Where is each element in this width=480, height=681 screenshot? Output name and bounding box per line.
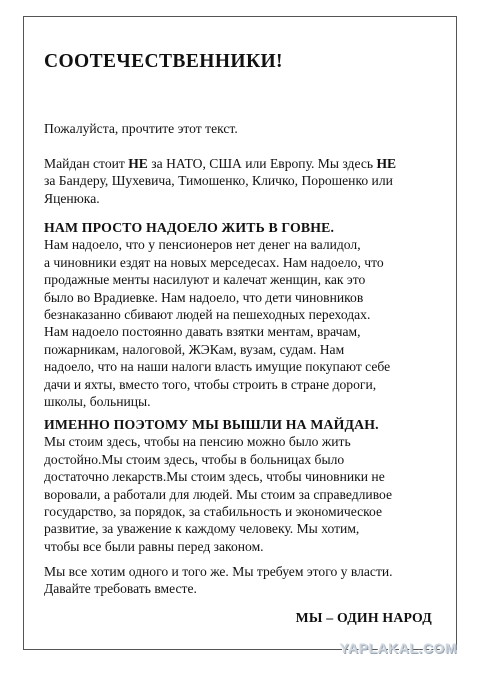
maidan-stands-line-2: за Бандеру, Шухевича, Тимошенко, Кличко, Порошенко или (44, 173, 393, 189)
fed-up-line: а чиновники ездят на новых мерседесах. Нам надоело, что (44, 254, 384, 270)
maidan-stands-paragraph (44, 155, 396, 207)
maidan-stands-line-3: Яценюка. (44, 190, 100, 206)
fed-up-paragraph (44, 219, 390, 410)
please-read-text: Пожалуйста, прочтите этот текст. (44, 121, 238, 136)
why-maidan-line: достаточно лекарств.Мы стоим здесь, чтобы чиновники не (44, 469, 385, 485)
fed-up-line: школы, больницы. (44, 394, 151, 410)
not-emphasis-2: НЕ (376, 156, 397, 171)
maidan-stands-text-a: Майдан стоит (44, 156, 129, 171)
why-maidan-line: развитие, за уважение к каждому человеку. Мы хотим, (44, 521, 360, 537)
why-maidan-line: достойно.Мы стоим здесь, чтобы в больницах было (44, 451, 345, 467)
fed-up-line: было во Врадиевке. Нам надоело, что дети чиновников (44, 289, 364, 305)
maidan-stands-text-b: за НАТО, США или Европу. Мы здесь (147, 156, 377, 171)
fed-up-line: надоело, что на наши налоги власть имущие покупают себе (44, 359, 391, 375)
why-maidan-line: чтобы все были равны перед законом. (44, 538, 264, 554)
fed-up-line: безнаказанно сбивают людей на пешеходных переходах. (44, 307, 371, 323)
why-maidan-line: воровали, а работали для людей. Мы стоим за справедливое (44, 486, 393, 502)
demand-together-paragraph (44, 563, 393, 598)
maidan-stands-line-1 (44, 155, 396, 172)
signature-one-people: МЫ – ОДИН НАРОД (295, 610, 432, 625)
fed-up-line: дачи и яхты, вместо того, чтобы строить в стране дороги, (44, 376, 377, 392)
fed-up-line: Нам надоело постоянно давать взятки ментам, врачам, (44, 324, 361, 340)
why-maidan-line: государство, за порядок, за стабильность и экономическое (44, 504, 383, 520)
fed-up-subheading: НАМ ПРОСТО НАДОЕЛО ЖИТЬ В ГОВНЕ. (44, 220, 335, 235)
demand-together-line: Мы все хотим одного и того же. Мы требуем этого у власти. (44, 564, 393, 579)
site-watermark: YAPLAKAL.COM (339, 640, 457, 656)
leaflet-heading: СООТЕЧЕСТВЕННИКИ! (44, 51, 283, 72)
fed-up-line: продажные менты насилуют и калечат женщин, как это (44, 272, 366, 288)
not-emphasis-1: НЕ (128, 156, 148, 171)
please-read-line (44, 120, 238, 137)
why-maidan-paragraph (44, 416, 392, 555)
why-maidan-line: Мы стоим здесь, чтобы на пенсию можно было жить (44, 434, 351, 450)
fed-up-line: пожарникам, налоговой, ЖЭКам, вузам, судам. Нам (44, 341, 345, 357)
fed-up-line: Нам надоело, что у пенсионеров нет денег на валидол, (44, 237, 361, 253)
demand-together-line: Давайте требовать вместе. (44, 581, 197, 597)
why-maidan-subheading: ИМЕННО ПОЭТОМУ МЫ ВЫШЛИ НА МАЙДАН. (44, 417, 379, 432)
